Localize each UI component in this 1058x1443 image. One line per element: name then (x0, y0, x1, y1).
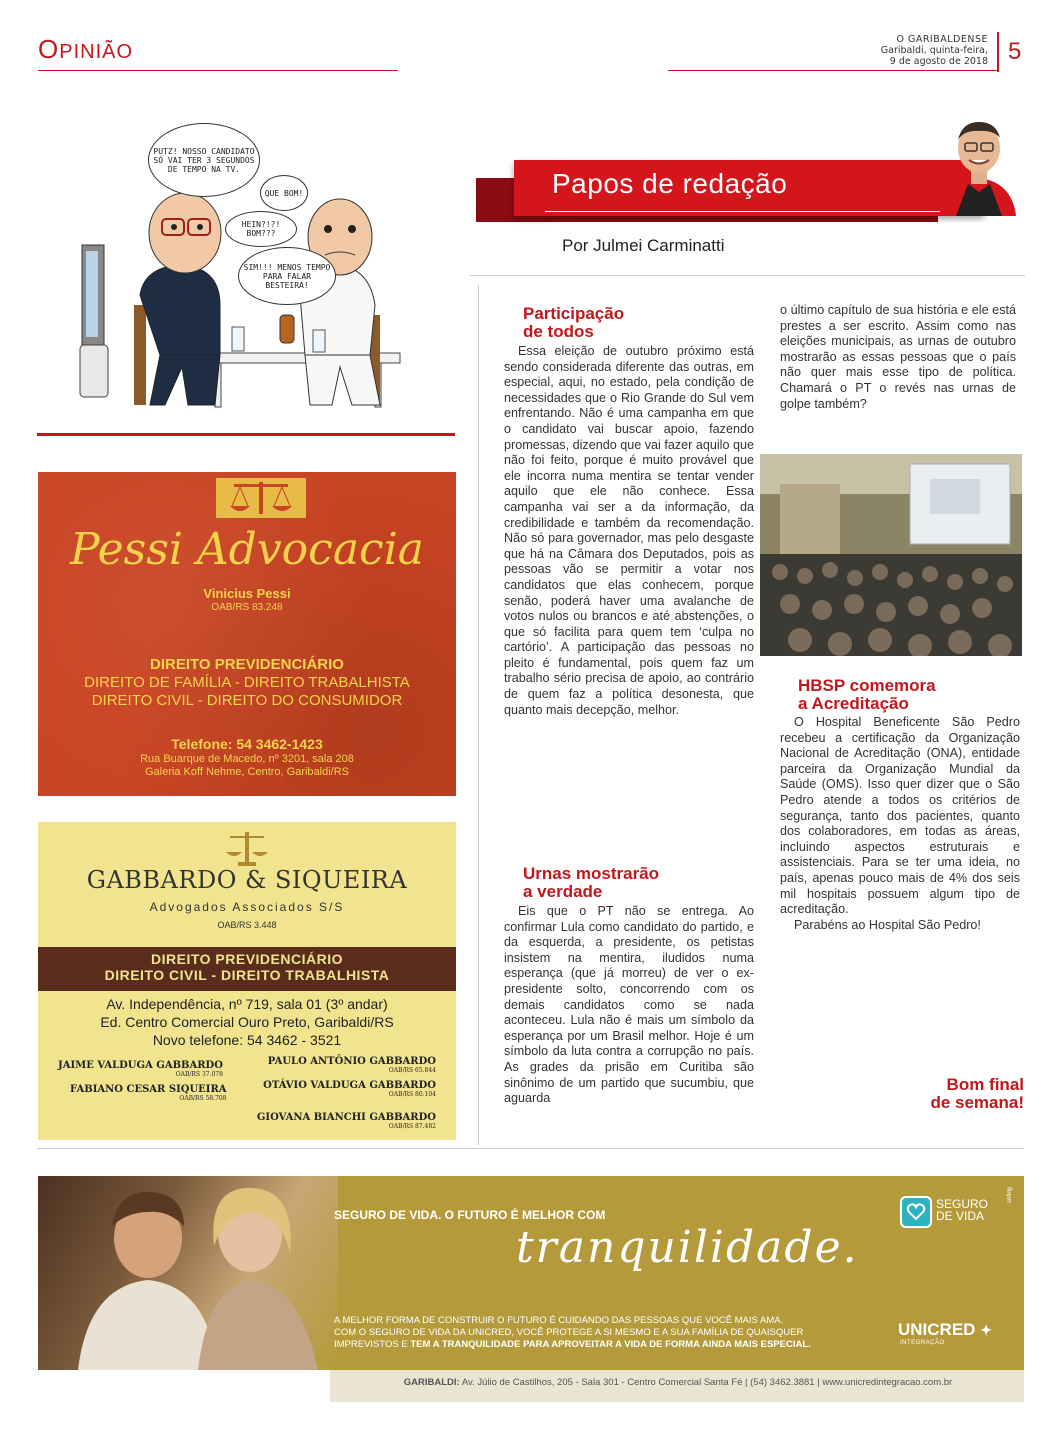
author-photo (938, 112, 1020, 216)
page-separator (997, 32, 999, 72)
ad-address: Galeria Koff Nehme, Centro, Garibaldi/RS (145, 766, 349, 778)
paper-name: O GARIBALDENSE (896, 34, 988, 45)
ad-agency: sefing (1007, 1186, 1014, 1204)
editorial-cartoon (70, 105, 450, 415)
ad-address: GARIBALDI: Av. Júlio de Castilhos, 205 - Sala 301 - Centro Comercial Santa Fé | (54) 3462.3881 | www.unicredintegracao.com.br (403, 1377, 953, 1388)
section-title: OPINIÃO (38, 34, 134, 64)
ad-address: Rua Buarque de Macedo, nº 3201, sala 208 (140, 753, 354, 765)
scales-of-justice-icon (216, 476, 306, 520)
ad-gabbardo-siqueira[interactable] (38, 822, 456, 1140)
article-title: Participação de todos (523, 304, 625, 341)
header-rule (38, 70, 398, 71)
speech-balloon: SIM!!! MENOS TEMPO PARA FALAR BESTEIRA! (238, 247, 336, 305)
article-body: Essa eleição de outubro próximo está sendo considerada diferente das outras, em especial, aqui, no estado, pela condição de necessidades que o Rio Grande do Sul vem enfrentando. Não é uma campanha em que o candidato vai buscar apoio, fazendo promessas, dizendo que vai fazer aquilo que não foi feito, porque é muito provável que ele incorra numa mentira se tentar vender aquilo que ele não conhece. Essa campanha vai ser a da informação, da credibilidade e também da recomendação. Não só para governador, mas pelo desgaste que há na Câmara dos Deputados, pois as pessoas vão se permitir a votar nos candidatos que elas conhecem, porque senão, poderá haver uma avalanche de votos nulos ou brancos e até abstenções, o que só facilita para quem tem ‘culpa no cartório’. A participação das pessoas no pleito é fundamental, pois quem faz um trabalho sério precisa de apoio, ao contrário de quem faz a política desonesta, que quanto mais decepção, melhor. (504, 344, 754, 717)
divider (470, 275, 1025, 276)
paper-date: 9 de agosto de 2018 (889, 56, 988, 67)
article-body: Eis que o PT não se entrega. Ao confirmar Lula como candidato do partido, e da esquerda, a presidente, os petistas insistem na mentira, iludidos numa esperança (que já morreu) de ver o ex-presidente solto, concorrendo com os demais candidatos como se nada aconteceu. Lula não é mais um símbolo da esperança por um Brasil melhor. Hoje é um símbolo da luta contra a corrupção no país. As grades da prisão em Curitiba são sinônimo de um partido que sucumbiu, que aguarda (504, 904, 754, 1106)
ad-address: Av. Independência, nº 719, sala 01 (3º andar) (106, 996, 388, 1012)
ad-phone: Telefone: 54 3462-1423 (171, 736, 323, 752)
lawyer-entry: JAIME VALDUGA GABBARDO OAB/RS 37.078 (58, 1060, 223, 1078)
column-title: Papos de redação (552, 168, 788, 199)
signoff: Bom final de semana! (930, 1075, 1024, 1112)
article-title: HBSP comemora a Acreditação (798, 676, 936, 713)
article-body: O Hospital Beneficente São Pedro recebeu a certificação da Organização Nacional de Acreditação (ONA), entidade parceira da Organização Mundial da Saúde (OMS). Isso quer dizer que o São Pedro atende a todos os critérios de segurança, tanto dos pacientes, quanto dos colaboradores, em todas as áreas, incluindo aspectos estruturais e assistenciais. Para se ter uma ideia, no país, apenas pouco mais de 4% dos seis mil hospitais possuem algum tipo de acreditação. Parabéns ao Hospital São Pedro! (780, 715, 1020, 932)
ad-script: tranquilidade. (516, 1222, 859, 1273)
lawyer-entry: FABIANO CESAR SIQUEIRA OAB/RS 58.708 (70, 1084, 227, 1102)
ad-service: DIREITO PREVIDENCIÁRIO (150, 656, 344, 673)
ad-service: DIREITO CIVIL - DIREITO DO CONSUMIDOR (91, 692, 403, 709)
speech-balloon: QUE BOM! (260, 175, 308, 211)
ad-oab: OAB/RS 3.448 (217, 920, 277, 930)
byline: Por Julmei Carminatti (562, 236, 725, 255)
ad-service: DIREITO DE FAMÍLIA - DIREITO TRABALHISTA (84, 674, 410, 691)
heart-icon (900, 1196, 932, 1228)
ad-pessi-advocacia[interactable] (38, 472, 456, 796)
lawyer-entry: PAULO ANTÔNIO GABBARDO OAB/RS 65.844 (267, 1056, 436, 1074)
ad-address: Ed. Centro Comercial Ouro Preto, Garibaldi/RS (100, 1014, 394, 1030)
family-photo (38, 1176, 338, 1370)
page-number: 5 (1008, 38, 1022, 65)
lawyer-entry: GIOVANA BIANCHI GABBARDO OAB/RS 87.482 (256, 1112, 436, 1130)
speech-balloon: HEIN?!?! BOM??? (225, 211, 297, 247)
ad-unicred[interactable] (38, 1176, 1024, 1370)
scales-of-justice-icon (224, 830, 270, 868)
ad-service-band: DIREITO PREVIDENCIÁRIO DIREITO CIVIL - DIREITO TRABALHISTA (38, 947, 456, 991)
divider (478, 285, 479, 1145)
divider (37, 433, 455, 436)
unicred-logo: UNICRED ✦ (898, 1320, 992, 1339)
ad-badge: SEGURO DE VIDA (936, 1197, 989, 1223)
article-body-continued: o último capítulo de sua história e ele está prestes a ser escrito. Assim como nas eleições municipais, as urnas de outubro mostrarão as essas pessoas que o país não quer mais esse tipo de política. Chamará o PT o revés nas urnas de golpe também? (780, 303, 1016, 411)
event-photo (760, 454, 1022, 656)
paper-info (881, 34, 988, 67)
article-title: Urnas mostrarão a verdade (523, 864, 660, 901)
ad-oab: OAB/RS 83.248 (211, 602, 283, 613)
ad-person: Vinicius Pessi (203, 586, 291, 601)
ad-subtitle: Advogados Associados S/S (149, 900, 345, 914)
lawyer-entry: OTÁVIO VALDUGA GABBARDO OAB/RS 80.104 (263, 1080, 436, 1098)
ad-phone: Novo telefone: 54 3462 - 3521 (152, 1032, 342, 1048)
divider (37, 1148, 1024, 1149)
header-rule (668, 70, 998, 71)
paper-date: Garibaldi, quinta-feira, (880, 45, 988, 56)
ad-tagline: SEGURO DE VIDA. O FUTURO É MELHOR COM (334, 1208, 606, 1222)
ad-body: A MELHOR FORMA DE CONSTRUIR O FUTURO É CUIDANDO DAS PESSOAS QUE VOCÊ MAIS AMA. COM O SEGURO DE VIDA DA UNICRED, VOCÊ PROTEGE A SI MESMO E A SUA FAMÍLIA DE QUAISQUER IMPREVISTOS E TEM A TRANQUILIDADE PARA APROVEITAR A VIDA DE FORMA AINDA MAIS ESPECIAL. (334, 1315, 811, 1350)
speech-balloon: PUTZ! NOSSO CANDIDATO SÓ VAI TER 3 SEGUNDOS DE TEMPO NA TV. (148, 123, 260, 197)
ad-logo-name: Pessi Advocacia (70, 524, 424, 575)
unicred-sub: INTEGRAÇÃO (900, 1340, 945, 1346)
ad-logo-name: GABBARDO & SIQUEIRA (86, 866, 408, 894)
